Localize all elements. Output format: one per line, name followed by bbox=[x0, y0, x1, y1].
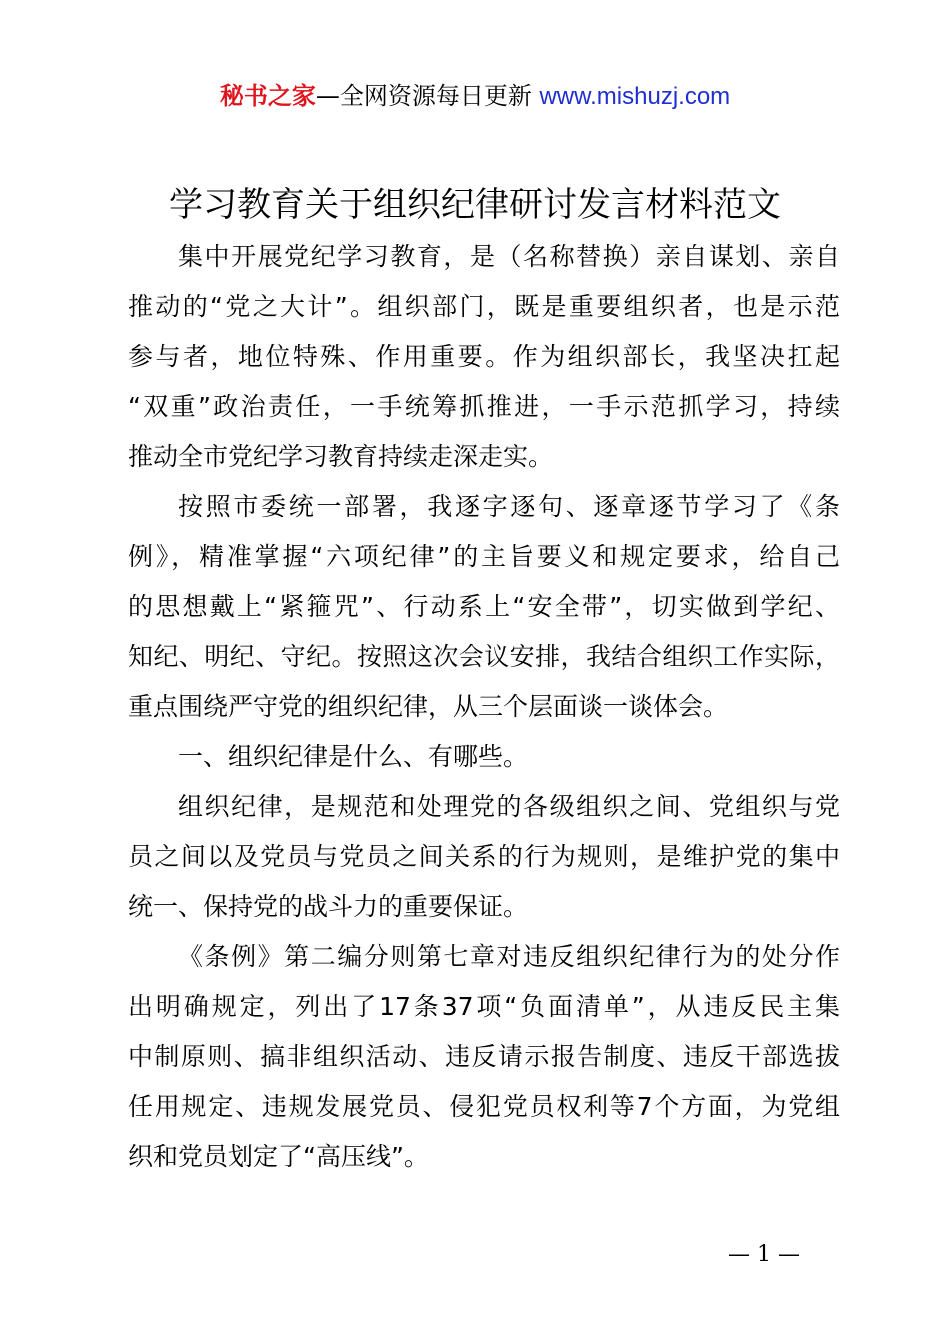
document-title: 学习教育关于组织纪律研讨发言材料范文 bbox=[169, 185, 781, 225]
paragraph-line: 重点围绕严守党的组织纪律，从三个层面谈一谈体会。 bbox=[128, 692, 729, 721]
paragraph-line: 中制原则、搞非组织活动、违反请示报告制度、违反干部选拔 bbox=[128, 1042, 840, 1071]
paragraph-line: 组织纪律，是规范和处理党的各级组织之间、党组织与党 bbox=[178, 792, 840, 821]
page-number: — 1 — bbox=[728, 1242, 800, 1267]
brand-name: 秘书之家 bbox=[219, 82, 316, 110]
document-body bbox=[128, 232, 840, 1182]
paragraph-line: 推动的“党之大计”。组织部门，既是重要组织者，也是示范 bbox=[128, 292, 840, 321]
paragraph-line: 推动全市党纪学习教育持续走深走实。 bbox=[128, 442, 554, 471]
site-header bbox=[0, 80, 950, 113]
section-heading: 一、组织纪律是什么、有哪些。 bbox=[178, 742, 529, 771]
header-tagline: —全网资源每日更新 bbox=[315, 82, 532, 110]
paragraph-line: 出明确规定，列出了17条37项“负面清单”，从违反民主集 bbox=[128, 992, 840, 1021]
paragraph-line: 按照市委统一部署，我逐字逐句、逐章逐节学习了《条 bbox=[178, 492, 840, 521]
paragraph-line: 《条例》第二编分则第七章对违反组织纪律行为的处分作 bbox=[178, 942, 840, 971]
paragraph-line: 任用规定、违规发展党员、侵犯党员权利等7个方面，为党组 bbox=[128, 1092, 840, 1121]
paragraph-line: 织和党员划定了“高压线”。 bbox=[128, 1142, 429, 1171]
paragraph-line: “双重”政治责任，一手统筹抓推进，一手示范抓学习，持续 bbox=[128, 392, 840, 421]
paragraph-line: 集中开展党纪学习教育，是（名称替换）亲自谋划、亲自 bbox=[178, 242, 840, 271]
paragraph-line: 的思想戴上“紧箍咒”、行动系上“安全带”，切实做到学纪、 bbox=[128, 592, 840, 621]
paragraph-line: 例》，精准掌握“六项纪律”的主旨要义和规定要求，给自己 bbox=[128, 542, 840, 571]
paragraph-line: 知纪、明纪、守纪。按照这次会议安排，我结合组织工作实际， bbox=[128, 642, 840, 671]
paragraph-line: 统一、保持党的战斗力的重要保证。 bbox=[128, 892, 529, 921]
site-url-link[interactable]: www.mishuzj.com bbox=[539, 83, 731, 110]
paragraph-line: 员之间以及党员与党员之间关系的行为规则，是维护党的集中 bbox=[128, 842, 840, 871]
paragraph-line: 参与者，地位特殊、作用重要。作为组织部长，我坚决扛起 bbox=[128, 342, 840, 371]
